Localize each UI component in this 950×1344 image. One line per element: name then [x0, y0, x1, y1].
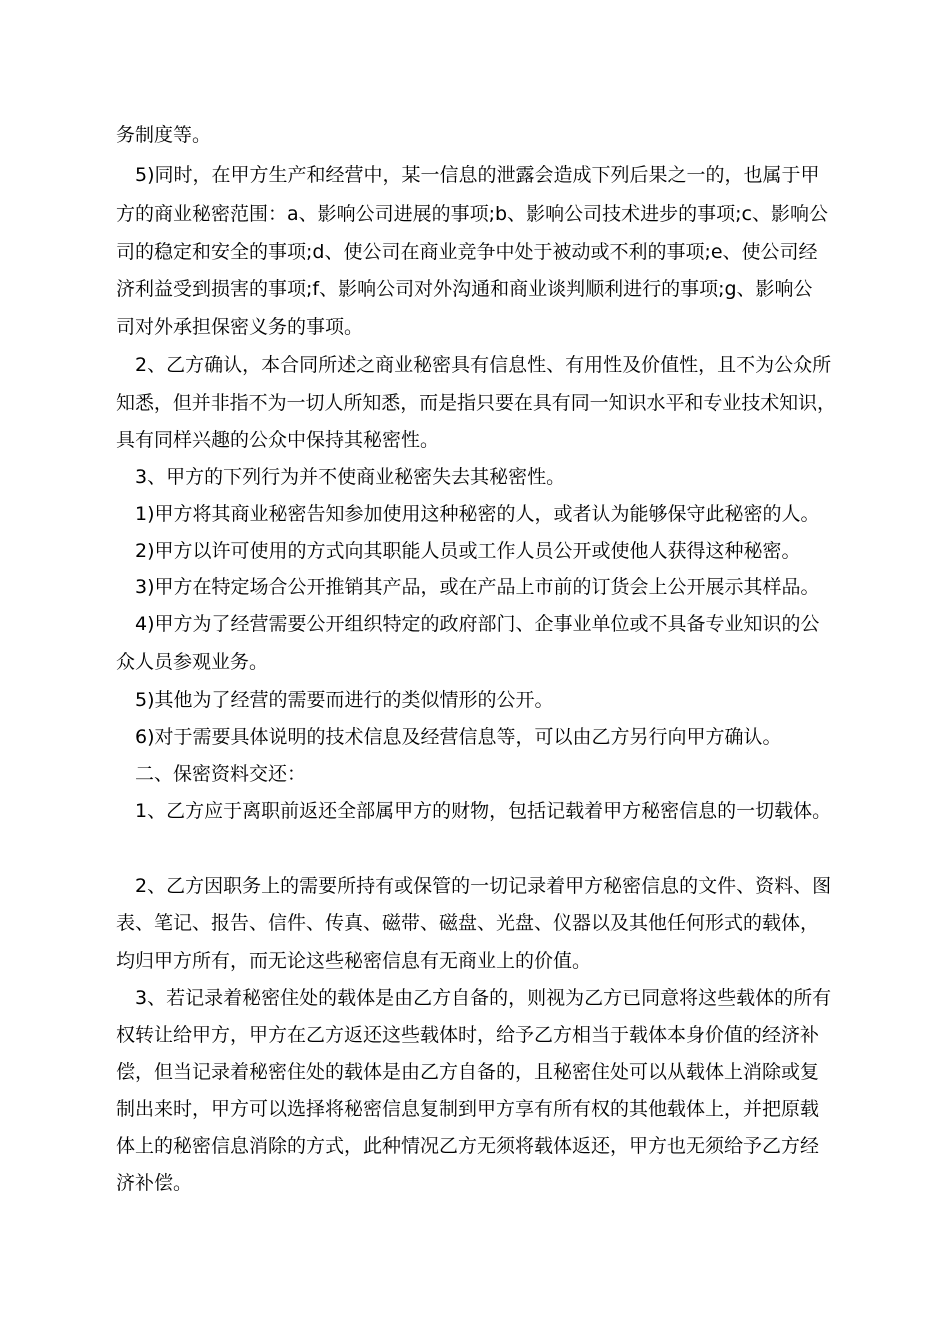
text-line: 3、若记录着秘密住处的载体是由乙方自备的，则视为乙方已同意将这些载体的所有 — [135, 987, 832, 1009]
text-line: 6)对于需要具体说明的技术信息及经营信息等，可以由乙方另行向甲方确认。 — [135, 726, 782, 748]
text-line: 济补偿。 — [116, 1172, 193, 1194]
text-line: 5)同时，在甲方生产和经营中，某一信息的泄露会造成下列后果之一的，也属于甲 — [135, 164, 820, 186]
text-line: 体上的秘密信息消除的方式，此种情况乙方无须将载体返还，甲方也无须给予乙方经 — [116, 1135, 820, 1157]
text-line: 4)甲方为了经营需要公开组织特定的政府部门、企事业单位或不具备专业知识的公 — [135, 613, 820, 635]
text-line: 均归甲方所有，而无论这些秘密信息有无商业上的价值。 — [116, 950, 592, 972]
text-line: 权转让给甲方，甲方在乙方返还这些载体时，给予乙方相当于载体本身价值的经济补 — [116, 1024, 820, 1046]
text-line: 方的商业秘密范围：a、影响公司进展的事项;b、影响公司技术进步的事项;c、影响公 — [116, 203, 828, 225]
text-line: 济利益受到损害的事项;f、影响公司对外沟通和商业谈判顺利进行的事项;g、影响公 — [116, 278, 813, 300]
text-line: 2、乙方因职务上的需要所持有或保管的一切记录着甲方秘密信息的文件、资料、图 — [135, 875, 832, 897]
section-heading: 二、保密资料交还： — [135, 763, 307, 785]
text-line: 1、乙方应于离职前返还全部属甲方的财物，包括记载着甲方秘密信息的一切载体。 — [135, 800, 832, 822]
text-line: 5)其他为了经营的需要而进行的类似情形的公开。 — [135, 689, 554, 711]
text-line: 2、乙方确认，本合同所述之商业秘密具有信息性、有用性及价值性，且不为公众所 — [135, 354, 832, 376]
text-line: 3、甲方的下列行为并不使商业秘密失去其秘密性。 — [135, 466, 566, 488]
text-line: 表、笔记、报告、信件、传真、磁带、磁盘、光盘、仪器以及其他任何形式的载体， — [116, 912, 820, 934]
text-line: 偿，但当记录着秘密住处的载体是由乙方自备的，且秘密住处可以从载体上消除或复 — [116, 1061, 820, 1083]
text-line: 司对外承担保密义务的事项。 — [116, 316, 364, 338]
text-line: 务制度等。 — [116, 124, 212, 146]
text-line: 制出来时，甲方可以选择将秘密信息复制到甲方享有所有权的其他载体上，并把原载 — [116, 1098, 820, 1120]
text-line: 具有同样兴趣的公众中保持其秘密性。 — [116, 429, 440, 451]
text-line: 2)甲方以许可使用的方式向其职能人员或工作人员公开或使他人获得这种秘密。 — [135, 540, 801, 562]
text-line: 司的稳定和安全的事项;d、使公司在商业竞争中处于被动或不利的事项;e、使公司经 — [116, 241, 818, 263]
text-line: 知悉，但并非指不为一切人所知悉，而是指只要在具有同一知识水平和专业技术知识， — [116, 392, 837, 414]
text-line: 3)甲方在特定场合公开推销其产品，或在产品上市前的订货会上公开展示其样品。 — [135, 576, 820, 598]
text-line: 1)甲方将其商业秘密告知参加使用这种秘密的人，或者认为能够保守此秘密的人。 — [135, 503, 820, 525]
text-line: 众人员参观业务。 — [116, 651, 269, 673]
